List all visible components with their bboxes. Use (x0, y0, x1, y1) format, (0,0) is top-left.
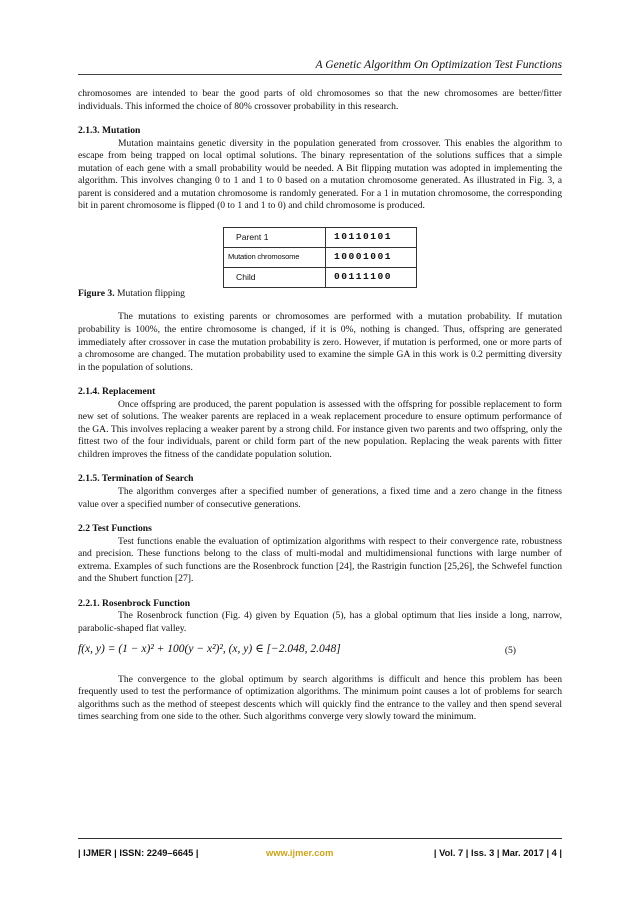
paragraph-replacement: Once offspring are produced, the parent population is assessed with the offspring for possible replacement to form new set of solutions. The weaker parents are replaced in a weak replacement procedure to ensure optimum performance of the GA. This involves replacing a weaker parent by a strong child. For instance given two parents and two offspring, only the fittest two of the four individuals, parent or child form part of the new population. Replacing the weak parents with fitter children improves the fitness of the candidate population solution. (78, 398, 562, 460)
table-row (224, 247, 417, 267)
row-bits-parent: 10110101 (326, 227, 417, 247)
heading-rosenbrock: 2.2.1. Rosenbrock Function (78, 597, 191, 609)
heading-mutation: 2.1.3. Mutation (78, 125, 141, 137)
equation-expression: f(x, y) = (1 − x)² + 100(y − x²)², (x, y) ∈ [−2.048, 2.048] (78, 642, 341, 655)
caption-label: Figure 3. (78, 287, 115, 299)
row-label-mutation: Mutation chromosome (224, 247, 326, 267)
row-bits-mutation: 10001001 (326, 247, 417, 267)
heading-termination: 2.1.5. Termination of Search (78, 473, 194, 485)
table-row (224, 227, 417, 247)
body-content (78, 88, 562, 724)
equation-5 (78, 641, 562, 663)
paragraph-mutation-probability: The mutations to existing parents or chromosomes are performed with a mutation probability. If mutation probability is 100%, the entire chromosome is changed, if it is 0%, nothing is changed. Thus, offspring are generated immediately after crossover in case the mutation probability is zero. However, if mutation is performed, one or more parts of a chromosome are changed. The mutation probability used to examine the simple GA in this work is 0.2 permitting diversity in the population of solutions. (78, 311, 562, 373)
footer-volume: | Vol. 7 | Iss. 3 | Mar. 2017 | 4 | (433, 848, 562, 858)
mutation-table (223, 227, 417, 288)
paragraph-rosenbrock: The Rosenbrock function (Fig. 4) given by Equation (5), has a global optimum that lies inside a long, narrow, parabolic-shaped flat valley. (78, 610, 562, 634)
equation-number: (5) (504, 644, 516, 656)
table-row (224, 267, 417, 287)
footer-journal: | IJMER | ISSN: 2249–6645 | (78, 848, 199, 858)
figure-caption (78, 288, 562, 301)
row-label-parent: Parent 1 (224, 227, 326, 247)
row-label-child: Child (224, 267, 326, 287)
footer-rule (78, 838, 562, 839)
caption-text: Mutation flipping (114, 287, 185, 299)
running-title: A Genetic Algorithm On Optimization Test Functions (315, 58, 562, 71)
paragraph-mutation: Mutation maintains genetic diversity in the population generated from crossover. This enables the algorithm to escape from being trapped on local optimal solutions. The binary representation of the solutions suffices that a simple mutation of each gene with a small probability would be needed. A Bit flipping mutation was adopted in implementing the algorithm. This involves changing 0 to 1 and 1 to 0 based on a mutation chromosome generated. As illustrated in Fig. 3, a parent is considered and a mutation chromosome is randomly generated. For a 1 in mutation chromosome, the corresponding bit in parent chromosome is flipped (0 to 1 and 1 to 0) and child chromosome is produced. (78, 137, 562, 212)
figure-3 (223, 227, 417, 288)
header-rule (78, 74, 562, 75)
heading-test-functions: 2.2 Test Functions (78, 523, 152, 535)
row-bits-child: 00111100 (326, 267, 417, 287)
paragraph-termination: The algorithm converges after a specified number of generations, a fixed time and a zero change in the fitness value over a specified number of consecutive generations. (78, 486, 562, 510)
paragraph-convergence: The convergence to the global optimum by search algorithms is difficult and hence this problem has been frequently used to test the performance of optimization algorithms. The minimum point causes a lot of problems for search algorithms such as the method of steepest descents which will quickly find the entrance to the valley and then spend several times searching from one side to the other. Such algorithms converge very slowly toward the minimum. (78, 673, 562, 723)
heading-replacement: 2.1.4. Replacement (78, 386, 156, 398)
paragraph-test-functions: Test functions enable the evaluation of optimization algorithms with respect to their convergence rate, robustness and precision. These functions belong to the class of multi-modal and multidimensional functions with large number of extrema. Examples of such functions are the Rosenbrock function [24], the Rastrigin function [25,26], the Schwefel function and the Shubert function [27]. (78, 535, 562, 585)
paragraph-intro: chromosomes are intended to bear the good parts of old chromosomes so that the new chromosomes are better/fitter individuals. This informed the choice of 80% crossover probability in this research. (78, 88, 562, 112)
footer-website-link[interactable]: www.ijmer.com (266, 848, 334, 858)
